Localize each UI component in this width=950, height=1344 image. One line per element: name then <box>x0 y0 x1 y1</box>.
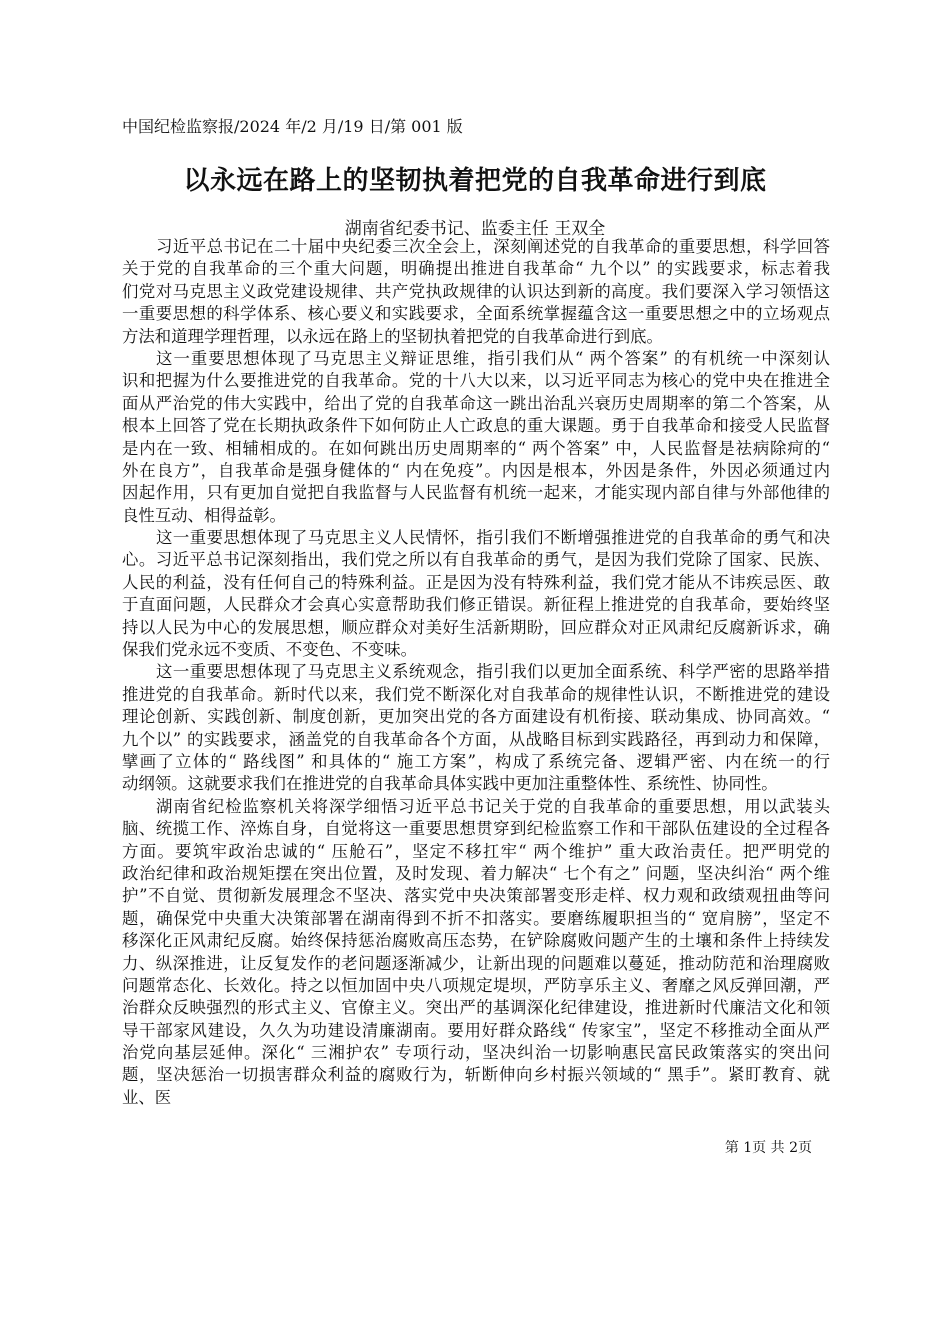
text-line: 是内在一致、相辅相成的。在如何跳出历史周期率的“ 两个答案” 中，人民监督是祛病除疴的“ <box>122 438 830 458</box>
text-line: 人民的利益，没有任何自己的特殊利益。正是因为没有特殊利益，我们党才能从不讳疾忌医、敢 <box>122 572 830 592</box>
paragraph <box>122 796 830 1109</box>
paragraph <box>122 527 830 661</box>
paragraph <box>122 661 830 795</box>
text-line: 理论创新、实践创新、制度创新，更加突出党的各方面建设有机衔接、联动集成、协同高效。“ <box>122 707 830 727</box>
text-line: 习近平总书记在二十届中央纪委三次全会上，深刻阐述党的自我革命的重要思想，科学回答 <box>156 237 830 256</box>
publication-header: 中国纪检监察报/2024 年/2 月/19 日/第 001 版 <box>122 117 463 136</box>
article-title: 以永远在路上的坚韧执着把党的自我革命进行到底 <box>183 166 767 196</box>
text-line: 这一重要思想体现了马克思主义辩证思维，指引我们从“ 两个答案” 的有机统一中深刻认 <box>156 348 830 368</box>
text-line: 心。习近平总书记深刻指出，我们党之所以有自我革命的勇气，是因为我们党除了国家、民族、 <box>122 550 830 570</box>
text-line: 问题常态化、长效化。持之以恒加固中央八项规定堤坝，严防享乐主义、奢靡之风反弹回潮，严 <box>122 975 830 995</box>
text-line: 因起作用，只有更加自觉把自我监督与人民监督有机统一起来，才能实现内部自律与外部他律的 <box>122 483 830 503</box>
text-line: 治党向基层延伸。深化“ 三湘护农” 专项行动，坚决纠治一切影响惠民富民政策落实的突出问 <box>122 1043 830 1063</box>
text-line: 导干部家风建设，久久为功建设清廉湖南。要用好群众路线“ 传家宝”，坚定不移推动全面从严 <box>122 1020 830 1040</box>
text-line: 面从严治党的伟大实践中，给出了党的自我革命这一跳出治乱兴衰历史周期率的第二个答案，从 <box>122 393 830 413</box>
article-author: 湖南省纪委书记、监委主任 王双全 <box>344 219 606 239</box>
article-body <box>122 236 830 1109</box>
text-line: 治群众反映强烈的形式主义、官僚主义。突出严的基调深化纪律建设，推进新时代廉洁文化和领 <box>122 998 830 1018</box>
paragraph <box>122 236 830 348</box>
text-line: 方法和道理学理哲理，以永远在路上的坚韧执着把党的自我革命进行到底。 <box>122 326 663 346</box>
text-line: 政治纪律和政治规矩摆在突出位置，及时发现、着力解决“ 七个有之” 问题，坚决纠治“ 两个维 <box>122 863 830 883</box>
text-line: 业、医 <box>122 1087 172 1107</box>
text-line: 这一重要思想体现了马克思主义系统观念，指引我们以更加全面系统、科学严密的思路举措 <box>156 662 830 682</box>
paragraph <box>122 348 830 527</box>
text-line: 题，坚决惩治一切损害群众利益的腐败行为，斩断伸向乡村振兴领域的“ 黑手”。紧盯教育、就 <box>122 1065 830 1085</box>
text-line: 们党对马克思主义政党建设规律、共产党执政规律的认识达到新的高度。我们要深入学习领悟这 <box>122 281 830 301</box>
text-line: 力、纵深推进，让反复发作的老问题逐渐减少，让新出现的问题难以蔓延，推动防范和治理腐败 <box>122 953 830 973</box>
text-line: 脑、统揽工作、淬炼自身，自觉将这一重要思想贯穿到纪检监察工作和干部队伍建设的全过程各 <box>122 819 830 839</box>
text-line: 保我们党永远不变质、不变色、不变味。 <box>122 640 418 660</box>
text-line: 推进党的自我革命。新时代以来，我们党不断深化对自我革命的规律性认识，不断推进党的建设 <box>122 684 830 704</box>
text-line: 方面。要筑牢政治忠诚的“ 压舱石”，坚定不移扛牢“ 两个维护” 重大政治责任。把严明党的 <box>122 841 830 861</box>
text-line: 这一重要思想体现了马克思主义人民情怀，指引我们不断增强推进党的自我革命的勇气和决 <box>156 528 830 548</box>
text-line: 根本上回答了党在长期执政条件下如何防止人亡政息的重大课题。勇于自我革命和接受人民监督 <box>122 416 830 436</box>
text-line: 动纲领。这就要求我们在推进党的自我革命具体实践中更加注重整体性、系统性、协同性。 <box>122 774 778 794</box>
text-line: 外在良方”，自我革命是强身健体的“ 内在免疫”。内因是根本，外因是条件，外因必须通过内 <box>122 460 830 480</box>
text-line: 湖南省纪检监察机关将深学细悟习近平总书记关于党的自我革命的重要思想，用以武装头 <box>156 796 830 816</box>
page-number: 第 1页 共 2页 <box>724 1140 812 1156</box>
text-line: 题，确保党中央重大决策部署在湖南得到不折不扣落实。要磨练履职担当的“ 宽肩膀”，坚定不 <box>122 908 830 928</box>
text-line: 九个以” 的实践要求，涵盖党的自我革命各个方面，从战略目标到实践路径，再到动力和保障， <box>122 729 830 749</box>
text-line: 关于党的自我革命的三个重大问题，明确提出推进自我革命“ 九个以” 的实践要求，标志着我 <box>122 259 830 279</box>
text-line: 护”不自觉、贯彻新发展理念不坚决、落实党中央决策部署变形走样、权力观和政绩观扭曲等问 <box>122 886 830 906</box>
text-line: 移深化正风肃纪反腐。始终保持惩治腐败高压态势，在铲除腐败问题产生的土壤和条件上持续发 <box>122 931 830 951</box>
text-line: 识和把握为什么要推进党的自我革命。党的十八大以来，以习近平同志为核心的党中央在推进全 <box>122 371 830 391</box>
text-line: 良性互动、相得益彰。 <box>122 505 286 525</box>
text-line: 擘画了立体的“ 路线图” 和具体的“ 施工方案”，构成了系统完备、逻辑严密、内在统一的行 <box>122 751 830 771</box>
text-line: 持以人民为中心的发展思想，顺应群众对美好生活新期盼，回应群众对正风肃纪反腐新诉求，确 <box>122 617 830 637</box>
text-line: 一重要思想的科学体系、核心要义和实践要求，全面系统掌握蕴含这一重要思想之中的立场观点 <box>122 304 830 324</box>
text-line: 于直面问题，人民群众才会真心实意帮助我们修正错误。新征程上推进党的自我革命，要始终坚 <box>122 595 830 615</box>
